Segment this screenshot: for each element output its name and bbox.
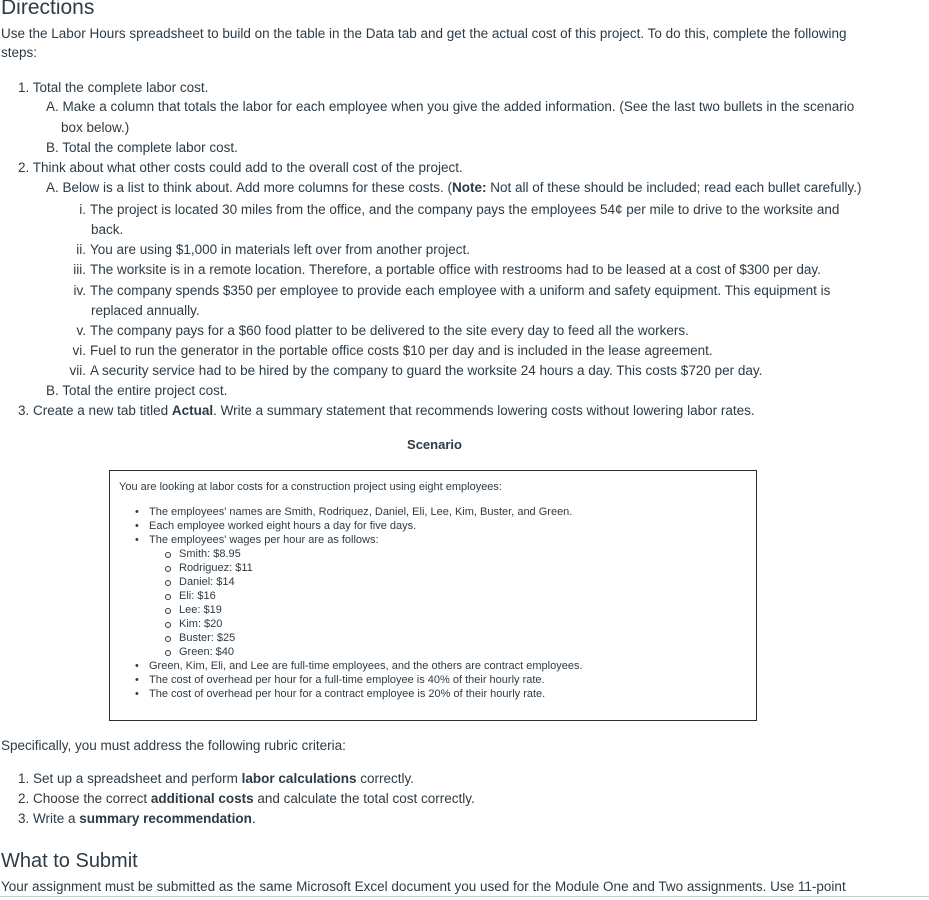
wage-item: Eli: $16 <box>179 590 216 602</box>
rubric-item-1-post: correctly. <box>356 771 414 786</box>
rubric-item-1-pre: Set up a spreadsheet and perform <box>33 771 242 786</box>
rubric-item-1-number: 1. <box>18 771 30 786</box>
rubric-item-3-number: 3. <box>18 811 30 826</box>
rubric-item-3-pre: Write a <box>33 811 80 826</box>
roman-item-vii-number: vii. <box>69 363 86 378</box>
step-1b-text: Total the complete labor cost. <box>62 140 238 155</box>
roman-item-iv <box>68 281 830 300</box>
wage-item: Lee: $19 <box>179 604 222 616</box>
step-3-text-post: . Write a summary statement that recommends lowering costs without lowering labor rates. <box>213 403 755 418</box>
circle-bullet-icon <box>165 552 171 558</box>
roman-item-v <box>68 321 689 340</box>
scenario-box <box>109 470 757 721</box>
submit-text: Your assignment must be submitted as the same Microsoft Excel document you used for the Module One and Two assignments. Use 11-point <box>1 879 846 894</box>
step-2-text: Think about what other costs could add to the overall cost of the project. <box>32 160 463 175</box>
rubric-item-2-number: 2. <box>18 791 30 806</box>
bullet-icon: • <box>135 520 139 532</box>
step-3-number: 3. <box>18 403 30 418</box>
scenario-bullet-wages: The employees' wages per hour are as follows: <box>149 534 379 546</box>
roman-item-vi-text: Fuel to run the generator in the portable office costs $10 per day and is included in the lease agreement. <box>90 343 713 358</box>
step-2 <box>18 158 463 177</box>
roman-item-vii <box>68 361 762 380</box>
roman-item-ii-number: ii. <box>76 242 86 257</box>
roman-item-iv-text: The company spends $350 per employee to provide each employee with a uniform and safety equipment. This equipment is <box>90 283 831 298</box>
step-1b <box>46 138 238 157</box>
scenario-bullet-fulltime: Green, Kim, Eli, and Lee are full-time employees, and the others are contract employees. <box>149 660 583 672</box>
scenario-intro: You are looking at labor costs for a construction project using eight employees: <box>119 481 502 493</box>
scenario-bullet-overhead-fulltime: The cost of overhead per hour for a full-time employee is 40% of their hourly rate. <box>149 674 545 686</box>
directions-heading: Directions <box>1 0 95 19</box>
scenario-bullet-overhead-contract: The cost of overhead per hour for a contract employee is 20% of their hourly rate. <box>149 688 546 700</box>
scenario-bullet-names: The employees' names are Smith, Rodriquez, Daniel, Eli, Lee, Kim, Buster, and Green. <box>149 506 573 518</box>
circle-bullet-icon <box>165 566 171 572</box>
roman-item-i-number: i. <box>79 202 86 217</box>
roman-item-i-cont: back. <box>91 222 124 237</box>
wage-item: Green: $40 <box>179 646 235 658</box>
roman-item-vi <box>68 341 713 360</box>
circle-bullet-icon <box>165 608 171 614</box>
note-label: Note: <box>451 180 487 195</box>
scenario-bullet-hours: Each employee worked eight hours a day for five days. <box>149 520 417 532</box>
bullet-icon: • <box>135 674 139 686</box>
step-1-number: 1. <box>18 80 30 95</box>
step-2b <box>46 381 227 400</box>
roman-item-iii-text: The worksite is in a remote location. Therefore, a portable office with restrooms had to be leased at a cost of $300 per day. <box>90 262 821 277</box>
wage-item: Kim: $20 <box>179 618 223 630</box>
circle-bullet-icon <box>165 636 171 642</box>
rubric-item-2-bold: additional costs <box>150 791 254 806</box>
step-1a-text: Make a column that totals the labor for each employee when you give the added information. (See the last two bullets in the scenario <box>62 99 855 114</box>
step-2a-number: A. <box>46 180 59 195</box>
step-3 <box>18 401 755 420</box>
step-2b-number: B. <box>46 383 59 398</box>
roman-item-iv-number: iv. <box>73 283 86 298</box>
step-1 <box>18 78 208 97</box>
bullet-icon: • <box>135 688 139 700</box>
roman-item-iii <box>68 260 821 279</box>
step-2-number: 2. <box>18 160 30 175</box>
submit-heading: What to Submit <box>1 850 138 872</box>
rubric-item-1-bold: labor calculations <box>241 771 357 786</box>
roman-item-vi-number: vi. <box>72 343 86 358</box>
intro-line-2: steps: <box>1 45 38 60</box>
step-1b-number: B. <box>46 140 59 155</box>
rubric-intro: Specifically, you must address the following rubric criteria: <box>1 738 346 753</box>
bullet-icon: • <box>135 534 139 546</box>
rubric-item-2-pre: Choose the correct <box>33 791 151 806</box>
actual-tab-name: Actual <box>171 403 214 418</box>
roman-item-ii-text: You are using $1,000 in materials left over from another project. <box>90 242 470 257</box>
roman-item-v-number: v. <box>76 323 86 338</box>
rubric-item-3-post: . <box>251 811 256 826</box>
step-3-text-pre: Create a new tab titled <box>33 403 172 418</box>
roman-item-ii <box>68 240 470 259</box>
circle-bullet-icon <box>165 650 171 656</box>
roman-item-i-text: The project is located 30 miles from the office, and the company pays the employees 54¢ per mile to drive to the worksite and <box>90 202 840 217</box>
roman-item-iii-number: iii. <box>73 262 86 277</box>
step-1a-text-cont: box below.) <box>61 120 130 135</box>
wage-item: Buster: $25 <box>179 632 236 644</box>
step-1a <box>46 97 854 116</box>
wage-item: Daniel: $14 <box>179 576 235 588</box>
roman-item-i <box>68 200 839 219</box>
step-1a-number: A. <box>46 99 59 114</box>
bottom-divider <box>0 896 929 897</box>
step-1-text: Total the complete labor cost. <box>32 80 209 95</box>
rubric-item-2-post: and calculate the total cost correctly. <box>253 791 475 806</box>
rubric-item-2 <box>18 789 475 808</box>
roman-item-vii-text: A security service had to be hired by the company to guard the worksite 24 hours a day. This costs $720 per day. <box>90 363 763 378</box>
bullet-icon: • <box>135 506 139 518</box>
scenario-title: Scenario <box>407 437 462 452</box>
step-2a-text-post: Not all of these should be included; read each bullet carefully.) <box>486 180 862 195</box>
intro-line-1: Use the Labor Hours spreadsheet to build on the table in the Data tab and get the actual cost of this project. To do this, complete the following <box>1 26 847 41</box>
step-2a-text-pre: Below is a list to think about. Add more columns for these costs. ( <box>62 180 452 195</box>
rubric-item-3-bold: summary recommendation <box>79 811 252 826</box>
roman-item-iv-cont: replaced annually. <box>91 303 200 318</box>
roman-item-v-text: The company pays for a $60 food platter to be delivered to the site every day to feed all the workers. <box>90 323 689 338</box>
circle-bullet-icon <box>165 622 171 628</box>
bullet-icon: • <box>135 660 139 672</box>
wage-item: Rodriguez: $11 <box>179 562 253 574</box>
step-2a <box>46 178 861 197</box>
circle-bullet-icon <box>165 594 171 600</box>
circle-bullet-icon <box>165 580 171 586</box>
step-2b-text: Total the entire project cost. <box>62 383 228 398</box>
rubric-item-1 <box>18 769 414 788</box>
wage-item: Smith: $8.95 <box>179 548 241 560</box>
rubric-item-3 <box>18 809 256 828</box>
